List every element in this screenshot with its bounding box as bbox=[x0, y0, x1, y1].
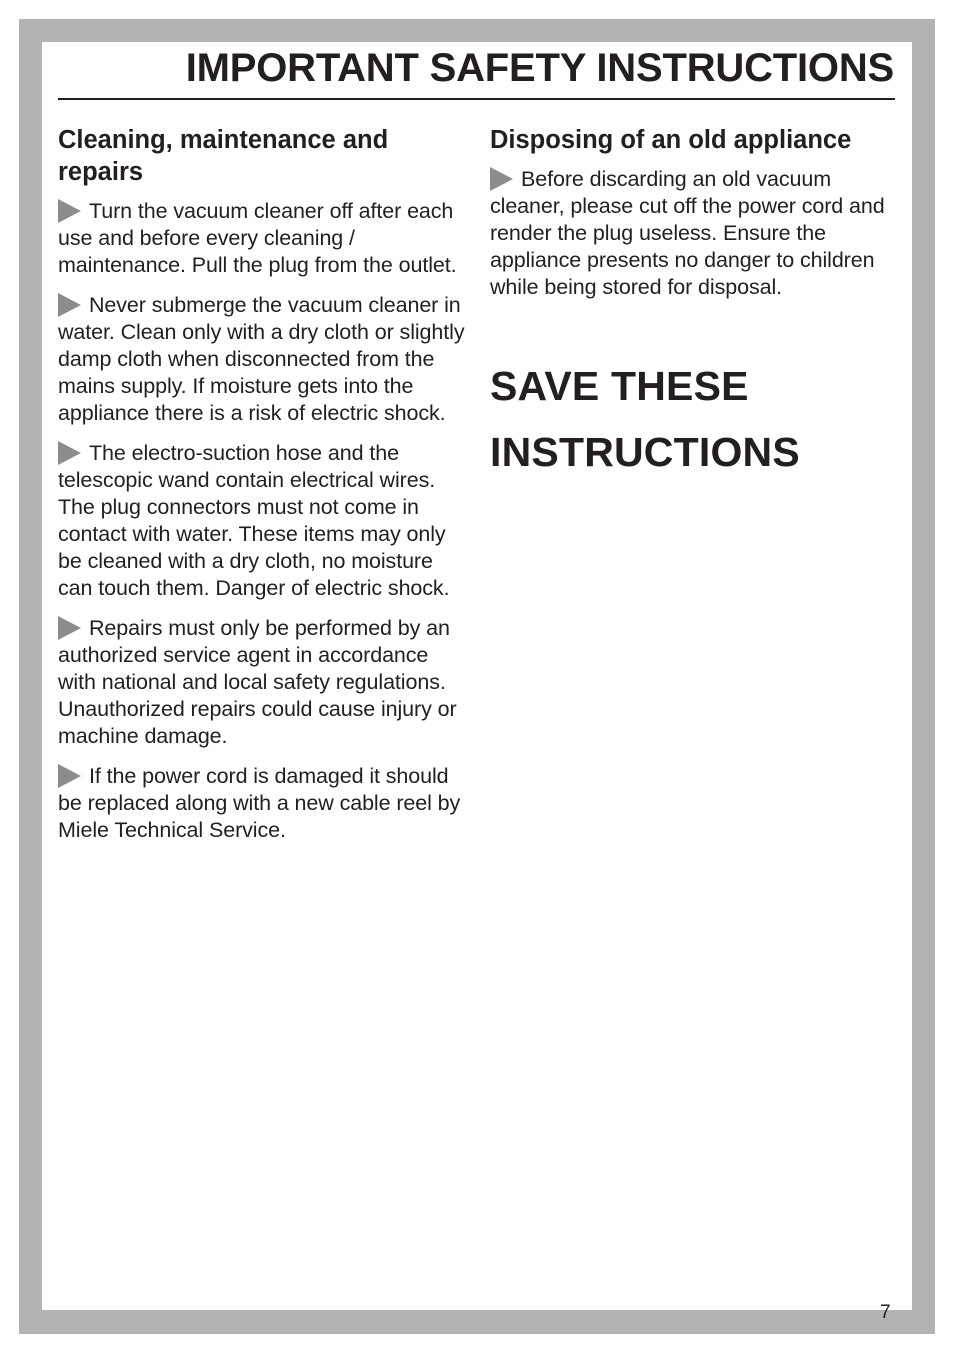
instruction-text: Repairs must only be performed by an authorized service agent in accordance with national and local safety regulations. Unauthorized repairs could cause injury or machine damage. bbox=[58, 616, 457, 748]
instruction-paragraph bbox=[58, 763, 466, 844]
triangle-right-icon bbox=[58, 199, 81, 223]
section-heading-cleaning: Cleaning, maintenance and repairs bbox=[58, 126, 389, 186]
page-title: IMPORTANT SAFETY INSTRUCTIONS bbox=[185, 46, 894, 90]
instruction-text: If the power cord is damaged it should be replaced along with a new cable reel by Miele Technical Service. bbox=[58, 764, 461, 842]
instruction-paragraph bbox=[58, 440, 466, 602]
instruction-paragraph bbox=[58, 198, 466, 279]
right-column bbox=[490, 124, 895, 485]
instruction-paragraph bbox=[58, 292, 466, 427]
instruction-text: Before discarding an old vacuum cleaner, please cut off the power cord and render the plug useless. Ensure the appliance presents no danger to children while being stored for disposal. bbox=[490, 167, 885, 299]
instruction-paragraph bbox=[58, 615, 466, 750]
instruction-text: Turn the vacuum cleaner off after each use and before every cleaning / maintenance. Pull the plug from the outlet. bbox=[58, 199, 457, 277]
save-instructions-heading bbox=[490, 353, 895, 485]
triangle-right-icon bbox=[490, 167, 513, 191]
triangle-right-icon bbox=[58, 764, 81, 788]
section-heading-disposing: Disposing of an old appliance bbox=[490, 126, 852, 154]
instruction-paragraph bbox=[490, 166, 895, 301]
title-divider bbox=[58, 98, 895, 100]
triangle-right-icon bbox=[58, 441, 81, 465]
instruction-text: The electro-suction hose and the telescopic wand contain electrical wires. The plug connectors must not come in contact with water. These items may only be cleaned with a dry cloth, no moisture can touch them. Danger of electric shock. bbox=[58, 441, 450, 600]
save-title-line-1: SAVE THESE bbox=[490, 363, 749, 409]
triangle-right-icon bbox=[58, 616, 81, 640]
instruction-text: Never submerge the vacuum cleaner in water. Clean only with a dry cloth or slightly damp cloth when disconnected from the mains supply. If moisture gets into the appliance there is a risk of electric shock. bbox=[58, 293, 465, 425]
page-number: 7 bbox=[880, 1302, 891, 1323]
save-title-line-2: INSTRUCTIONS bbox=[490, 429, 800, 475]
left-column bbox=[58, 124, 466, 857]
triangle-right-icon bbox=[58, 293, 81, 317]
